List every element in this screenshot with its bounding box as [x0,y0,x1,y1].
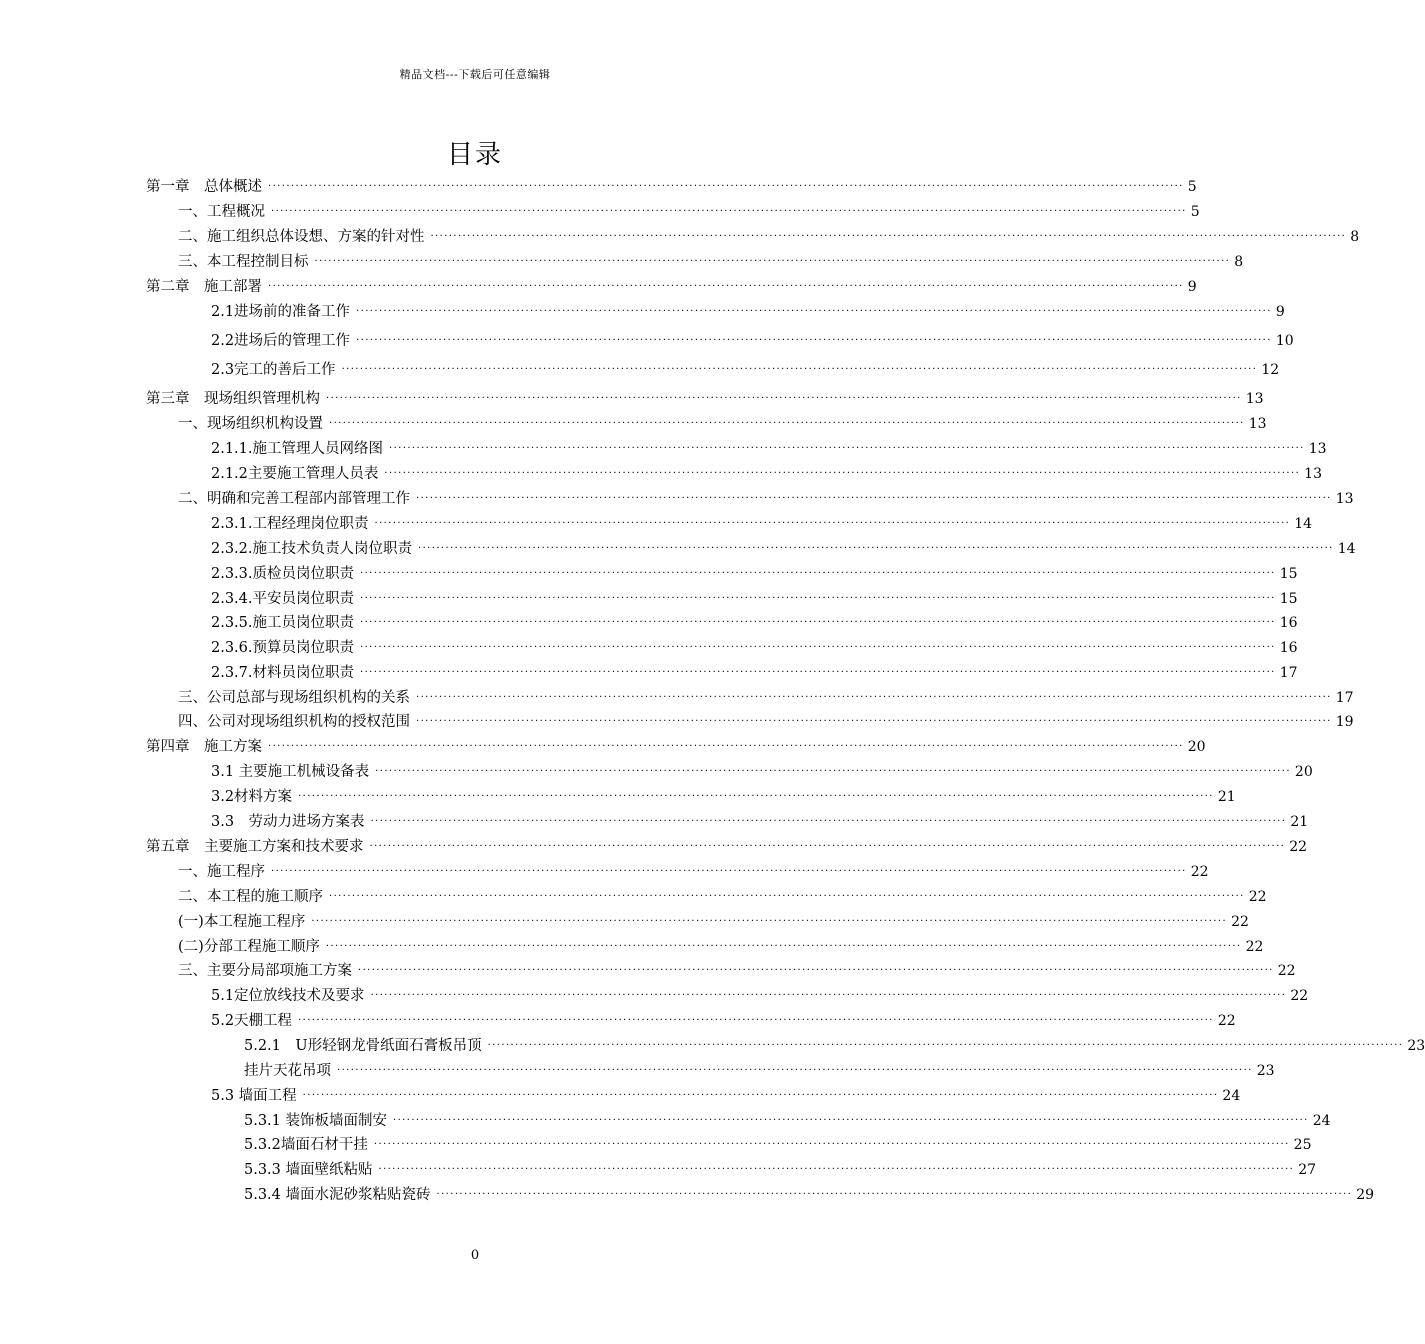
toc-entry-page: 25 [1293,1137,1312,1153]
toc-entry-text: 2.3.4.平安员岗位职责 [211,591,355,607]
toc-leader-dots: ········································································································································································································ [271,206,1187,217]
toc-entry[interactable] [178,251,1244,273]
toc-entry[interactable] [244,1110,1331,1132]
toc-entry[interactable] [211,612,1298,634]
toc-entry-page: 22 [1248,889,1267,905]
toc-entry-page: 19 [1335,714,1354,730]
toc-entry[interactable] [178,936,1264,958]
toc-entry[interactable] [211,1085,1241,1107]
toc-entry-page: 9 [1187,279,1197,295]
toc-entry-text: 5.1定位放线技术及要求 [211,988,365,1004]
toc-entry[interactable] [244,1060,1275,1082]
toc-entry-page: 13 [1335,491,1354,507]
toc-entry[interactable] [146,388,1264,410]
toc-entry[interactable] [146,276,1197,298]
toc-entry-page: 17 [1335,690,1354,706]
toc-leader-dots: ········································································································································································································ [326,393,1242,404]
toc-entry[interactable] [211,811,1309,833]
toc-entry-text: 三、本工程控制目标 [178,254,309,270]
toc-entry-page: 21 [1217,789,1236,805]
toc-entry[interactable] [178,861,1209,883]
toc-entry[interactable] [211,662,1298,684]
toc-entry[interactable] [211,563,1298,585]
toc-entry-text: 3.1 主要施工机械设备表 [211,764,370,780]
toc-entry-text: 2.3.5.施工员岗位职责 [211,615,355,631]
toc-entry-page: 27 [1298,1162,1317,1178]
toc-entry-text: 第五章 主要施工方案和技术要求 [146,839,364,855]
toc-entry-text: 一、现场组织机构设置 [178,416,323,432]
toc-leader-dots: ········································································································································································································ [314,256,1231,267]
toc-entry-page: 24 [1312,1113,1331,1129]
toc-leader-dots: ········································································································································································································ [268,181,1184,192]
toc-leader-dots: ········································································································································································································ [271,866,1187,877]
toc-leader-dots: ········································································································································································································ [416,493,1332,504]
toc-entry-text: 3.3 劳动力进场方案表 [211,814,365,830]
toc-entry-page: 22 [1277,963,1296,979]
toc-entry-page: 20 [1294,764,1313,780]
toc-entry-page: 22 [1217,1013,1236,1029]
toc-entry-page: 14 [1294,516,1313,532]
toc-leader-dots: ········································································································································································································ [268,741,1184,752]
toc-entry-page: 29 [1356,1187,1375,1203]
toc-leader-dots: ········································································································································································································ [416,716,1332,727]
toc-leader-dots: ········································································································································································································ [375,766,1291,777]
toc-leader-dots: ········································································································································································································ [378,1164,1295,1175]
toc-entry-text: 三、公司总部与现场组织机构的关系 [178,690,410,706]
toc-entry[interactable] [244,1035,1425,1057]
toc-entry-page: 13 [1308,441,1327,457]
toc-entry-page: 22 [1190,864,1209,880]
toc-entry-page: 23 [1407,1038,1425,1054]
toc-entry-text: 二、明确和完善工程部内部管理工作 [178,491,410,507]
toc-leader-dots: ········································································································································································································ [416,692,1332,703]
toc-entry-page: 12 [1261,362,1280,378]
toc-entry[interactable] [244,1134,1312,1156]
toc-entry-text: (二)分部工程施工顺序 [178,939,320,955]
toc-leader-dots: ········································································································································································································ [325,941,1242,952]
toc-entry[interactable] [178,911,1249,933]
toc-entry-page: 17 [1279,665,1298,681]
toc-leader-dots: ········································································································································································································ [436,1189,1353,1200]
toc-leader-dots: ········································································································································································································ [268,281,1184,292]
toc-entry[interactable] [211,786,1236,808]
toc-leader-dots: ········································································································································································································ [360,617,1276,628]
toc-leader-dots: ········································································································································································································ [298,1015,1214,1026]
toc-entry[interactable] [146,836,1308,858]
toc-entry-page: 8 [1350,229,1360,245]
toc-leader-dots: ········································································································································································································ [360,593,1276,604]
toc-entry[interactable] [211,761,1313,783]
toc-entry-text: 第二章 施工部署 [146,279,262,295]
page-title: 目录 [446,140,503,170]
toc-entry-text: 挂片天花吊项 [244,1063,331,1079]
toc-entry-text: 一、施工程序 [178,864,265,880]
toc-leader-dots: ········································································································································································································ [374,518,1291,529]
toc-entry-text: 5.3.3 墙面壁纸粘贴 [244,1162,373,1178]
toc-entry-page: 9 [1275,304,1285,320]
toc-entry[interactable] [211,588,1298,610]
toc-entry-page: 20 [1187,739,1206,755]
toc-entry-page: 22 [1289,839,1308,855]
toc-entry[interactable] [146,736,1206,758]
page-number: 0 [470,1248,480,1263]
toc-entry[interactable] [211,463,1322,485]
toc-entry-text: 2.3.3.质检员岗位职责 [211,566,355,582]
toc-entry-text: 一、工程概况 [178,204,265,220]
toc-entry-page: 16 [1279,640,1298,656]
toc-entry-page: 13 [1248,416,1267,432]
toc-entry-page: 5 [1190,204,1200,220]
toc-entry-text: 5.3.4 墙面水泥砂浆粘贴瓷砖 [244,1187,431,1203]
toc-entry[interactable] [178,201,1200,223]
toc-leader-dots: ········································································································································································································ [358,965,1274,976]
toc-entry-page: 15 [1279,591,1298,607]
toc-entry-text: 2.3.7.材料员岗位职责 [211,665,355,681]
toc-entry-page: 22 [1290,988,1309,1004]
toc-leader-dots: ········································································································································································································ [329,418,1245,429]
toc-entry-text: 四、公司对现场组织机构的授权范围 [178,714,410,730]
toc-entry-page: 24 [1222,1088,1241,1104]
toc-entry-text: 2.2进场后的管理工作 [211,333,351,349]
toc-leader-dots: ········································································································································································································ [341,364,1258,375]
toc-entry-page: 8 [1234,254,1244,270]
toc-entry-text: 5.3 墙面工程 [211,1088,297,1104]
toc-leader-dots: ········································································································································································································ [430,231,1347,242]
toc-entry-text: 第一章 总体概述 [146,179,262,195]
toc-entry-page: 15 [1279,566,1298,582]
toc-leader-dots: ········································································································································································································ [389,443,1305,454]
toc-leader-dots: ········································································································································································································ [360,568,1276,579]
toc-entry[interactable] [244,1184,1375,1206]
toc-entry[interactable] [178,488,1354,510]
toc-entry-text: 2.3.1.工程经理岗位职责 [211,516,369,532]
toc-entry-text: 2.1.1.施工管理人员网络图 [211,441,384,457]
toc-entry[interactable] [211,985,1309,1007]
toc-entry-page: 22 [1245,939,1264,955]
toc-leader-dots: ········································································································································································································ [373,1139,1290,1150]
toc-entry-text: 5.3.2墙面石材干挂 [244,1137,368,1153]
toc-leader-dots: ········································································································································································································ [370,816,1287,827]
toc-leader-dots: ········································································································································································································ [393,1115,1309,1126]
toc-entry-text: 5.3.1 装饰板墙面制安 [244,1113,388,1129]
toc-entry-text: (一)本工程施工程序 [178,914,306,930]
toc-leader-dots: ········································································································································································································ [337,1065,1253,1076]
toc-entry[interactable] [146,176,1197,198]
toc-entry[interactable] [178,886,1267,908]
toc-leader-dots: ········································································································································································································ [384,468,1301,479]
toc-entry[interactable] [211,1010,1236,1032]
toc-entry[interactable] [178,960,1296,982]
toc-entry-page: 13 [1245,391,1264,407]
toc-entry-page: 23 [1256,1063,1275,1079]
toc-entry-page: 21 [1290,814,1309,830]
toc-entry-page: 13 [1304,466,1322,482]
toc-leader-dots: ········································································································································································································ [418,543,1334,554]
toc-entry[interactable] [178,711,1354,733]
toc-leader-dots: ········································································································································································································ [370,990,1287,1001]
toc-leader-dots: ········································································································································································································ [329,891,1245,902]
toc-entry-text: 第三章 现场组织管理机构 [146,391,320,407]
toc-entry[interactable] [211,359,1280,381]
toc-entry[interactable] [178,226,1360,248]
toc-entry[interactable] [244,1159,1317,1181]
toc-entry-text: 2.1进场前的准备工作 [211,304,351,320]
toc-leader-dots: ········································································································································································································ [487,1040,1404,1051]
toc-leader-dots: ········································································································································································································ [356,306,1272,317]
toc-entry-text: 2.3.2.施工技术负责人岗位职责 [211,541,413,557]
toc-entry[interactable] [211,438,1327,460]
toc-entry[interactable] [178,687,1354,709]
page-header: 精品文档---下载后可任意编辑 [399,68,551,81]
toc-entry[interactable] [211,330,1294,352]
toc-entry-text: 二、本工程的施工顺序 [178,889,323,905]
toc-leader-dots: ········································································································································································································ [360,642,1276,653]
toc-entry-text: 3.2材料方案 [211,789,293,805]
toc-leader-dots: ········································································································································································································ [356,335,1272,346]
toc-entry[interactable] [211,301,1285,323]
toc-entry[interactable] [211,637,1298,659]
toc-entry[interactable] [178,413,1267,435]
toc-entry[interactable] [211,513,1313,535]
toc-entry-page: 5 [1187,179,1197,195]
toc-leader-dots: ········································································································································································································ [298,791,1214,802]
toc-entry-page: 10 [1275,333,1294,349]
toc-entry-text: 5.2天棚工程 [211,1013,293,1029]
toc-entry-text: 2.3完工的善后工作 [211,362,336,378]
toc-entry-page: 14 [1337,541,1356,557]
toc-leader-dots: ········································································································································································································ [302,1090,1219,1101]
toc-entry-text: 第四章 施工方案 [146,739,262,755]
toc-leader-dots: ········································································································································································································ [369,841,1286,852]
toc-entry[interactable] [211,538,1356,560]
toc-entry-page: 22 [1231,914,1249,930]
toc-entry-text: 三、主要分局部项施工方案 [178,963,352,979]
toc-entry-page: 16 [1279,615,1298,631]
toc-entry-text: 5.2.1 U形轻钢龙骨纸面石膏板吊顶 [244,1038,482,1054]
toc-leader-dots: ········································································································································································································ [360,667,1276,678]
toc-entry-text: 二、施工组织总体设想、方案的针对性 [178,229,425,245]
toc-leader-dots: ········································································································································································································ [311,916,1228,927]
toc-entry-text: 2.3.6.预算员岗位职责 [211,640,355,656]
toc-entry-text: 2.1.2主要施工管理人员表 [211,466,379,482]
